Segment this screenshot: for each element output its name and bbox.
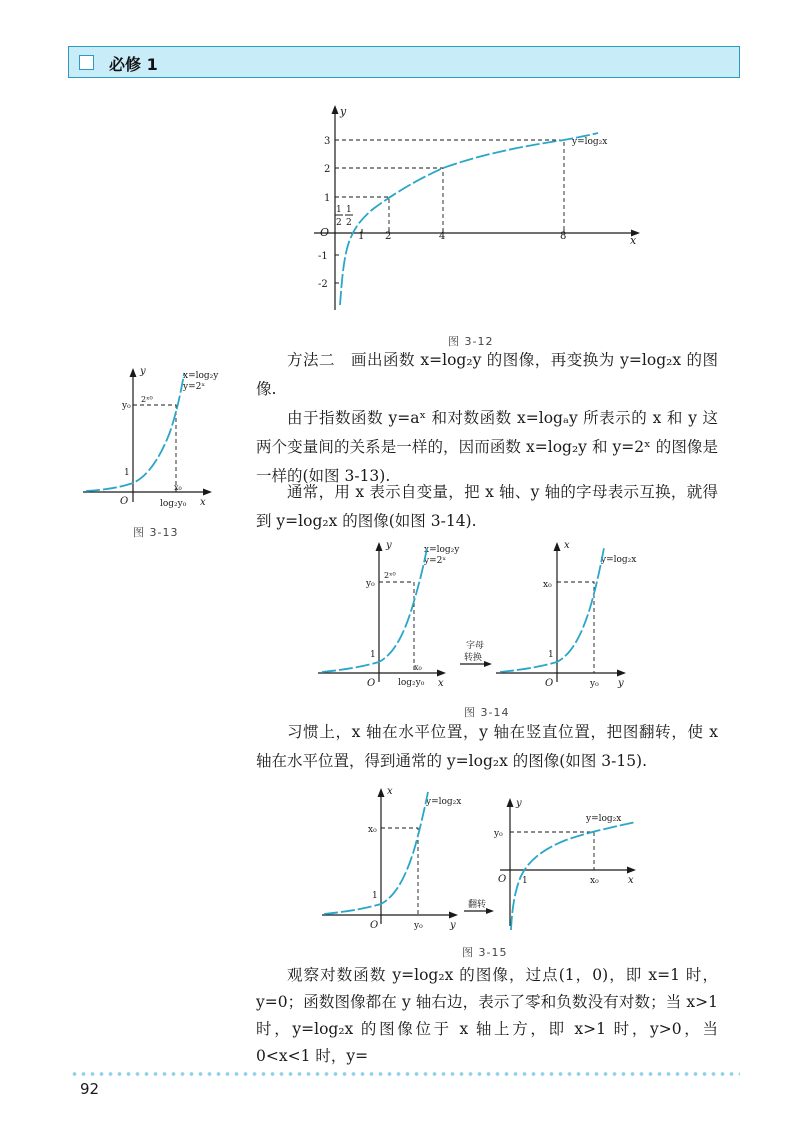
paragraph-swap-letters: 通常，用 x 表示自变量，把 x 轴、y 轴的字母表示互换，就得到 y=log₂x 的图像(如图 3-14). (256, 483, 718, 530)
paragraph-flip: 习惯上，x 轴在水平位置，y 轴在竖直位置，把图翻转，使 x 轴在水平位置，得到通常的 y=log₂x 的图像(如图 3-15). (256, 723, 718, 770)
log-curve (340, 133, 598, 305)
y0-label: y₀ (122, 401, 131, 411)
right-y-axis-arrow-icon (554, 542, 561, 551)
left-pow-label: 2ˣ⁰ (384, 571, 396, 580)
left-y0-label: y₀ (414, 921, 423, 931)
curve-label-1: x=log₂y (183, 371, 219, 381)
right-one-label: 1 (548, 650, 554, 660)
right-guide-lines (510, 832, 594, 870)
figure-3-13 (78, 362, 233, 512)
log-label: log₂y₀ (160, 499, 187, 509)
right-x-axis-arrow-icon (617, 670, 626, 677)
exp-curve (86, 374, 184, 491)
right-one-label: 1 (522, 876, 528, 886)
left-y-axis-label: y (386, 540, 392, 551)
y-axis-arrow-icon (332, 105, 339, 114)
figure-3-12-caption: 图 3-12 (448, 335, 494, 348)
right-origin-label: O (545, 678, 554, 689)
paragraph-exp-log-relation: 由于指数函数 y=aˣ 和对数函数 x=logₐy 所表示的 x 和 y 这两个变量间的关系是一样的，因而函数 x=log₂y 和 y=2ˣ 的图像是一样的(如图 3-13). (256, 409, 718, 485)
left-log-label: log₂y₀ (398, 678, 425, 688)
x-tick-2: 2 (385, 231, 392, 242)
right-y-axis-label: x (564, 540, 570, 551)
x-axis-label: x (200, 497, 206, 508)
y-axis-label: y (340, 105, 347, 118)
swap-label-1: 字母 (466, 641, 485, 651)
swap-arrow-icon (484, 661, 492, 667)
right-y0-label: y₀ (590, 679, 599, 689)
figure-3-14 (314, 536, 644, 696)
right-x0-label: x₀ (543, 580, 552, 590)
x-axis-arrow-icon (203, 489, 212, 496)
left-guide-lines (381, 828, 418, 915)
y-tick-neg2: -2 (318, 279, 328, 290)
left-y0-label: y₀ (366, 579, 375, 589)
y-tick-3: 3 (324, 136, 331, 147)
left-one-label: 1 (370, 650, 376, 660)
left-x-axis-arrow-icon (437, 670, 446, 677)
curve-label-2: y=2ˣ (183, 382, 206, 392)
left-x0-label: x₀ (368, 825, 377, 835)
pow-label: 2ˣ⁰ (141, 395, 153, 404)
right-x-axis-arrow-icon (627, 867, 636, 874)
right-y-axis-arrow-icon (507, 798, 514, 807)
x-tick-1: 1 (358, 231, 365, 242)
y-axis-label: y (140, 366, 146, 377)
page-number: 92 (80, 1080, 100, 1098)
figure-3-12 (300, 95, 660, 315)
paragraph-method-two: 方法二 画出函数 x=log₂y 的图像，再变换为 y=log₂x 的图像. (256, 351, 718, 398)
left-curve-label: y=log₂x (426, 797, 462, 807)
right-origin-label: O (498, 874, 507, 885)
flip-arrow-icon (486, 908, 494, 914)
frac-quarter-num: 1 (346, 205, 352, 215)
left-one-label: 1 (372, 891, 378, 901)
left-curve-label-1: x=log₂y (424, 545, 460, 555)
left-x0-label: x₀ (414, 663, 422, 672)
left-origin-label: O (367, 678, 376, 689)
left-y-axis-label: x (387, 786, 393, 797)
x-axis-label: x (630, 234, 637, 247)
right-y0-label: y₀ (494, 829, 503, 839)
left-x-axis-label: y (450, 920, 456, 931)
guide-lines (335, 140, 564, 233)
y-tick-1: 1 (324, 193, 331, 204)
one-label: 1 (124, 468, 130, 478)
frac-half-num: 1 (336, 205, 342, 215)
left-y-axis-arrow-icon (378, 788, 385, 797)
figure-3-13-caption: 图 3-13 (133, 526, 179, 539)
origin-label: O (320, 226, 330, 239)
right-x-axis-label: x (628, 875, 634, 886)
left-curve-label-2: y=2ˣ (424, 556, 447, 566)
chapter-header (68, 46, 740, 78)
right-y-axis-label: y (516, 798, 522, 809)
swap-label-2: 转换 (464, 653, 483, 663)
right-x0-label: x₀ (590, 876, 599, 886)
paragraph-observe: 观察对数函数 y=log₂x 的图像，过点(1，0)，即 x=1 时，y=0；函数图像都在 y 轴右边，表示了零和负数没有对数；当 x>1 时，y=log₂x 的图像位于 x 轴上方，即 x>1 时，y>0，当 0<x<1 时，y= (256, 966, 718, 1065)
flip-label: 翻转 (468, 900, 487, 910)
y-tick-neg1: -1 (318, 251, 328, 262)
x-tick-4: 4 (439, 231, 446, 242)
chapter-title: 必修 1 (109, 55, 158, 74)
header-square-icon (79, 55, 94, 70)
x0-label: x₀ (174, 483, 182, 492)
left-origin-label: O (370, 920, 379, 931)
frac-half-den: 2 (336, 218, 342, 228)
right-curve-label: y=log₂x (601, 555, 637, 565)
figure-3-14-caption: 图 3-14 (464, 706, 510, 719)
origin-label: O (120, 496, 129, 507)
right-log-curve (511, 822, 636, 930)
curve-label: y=log₂x (572, 137, 608, 147)
left-x-axis-label: x (438, 678, 444, 689)
frac-quarter-den: 2 (346, 218, 352, 228)
figure-3-15 (318, 784, 648, 934)
figure-3-15-caption: 图 3-15 (462, 946, 508, 959)
y-tick-2: 2 (324, 164, 331, 175)
left-x-axis-arrow-icon (449, 912, 458, 919)
right-x-axis-label: y (618, 678, 624, 689)
footer-dotted-line (70, 1072, 740, 1076)
right-curve-label: y=log₂x (586, 814, 622, 824)
x-tick-8: 8 (560, 231, 567, 242)
y-axis-arrow-icon (130, 368, 137, 377)
left-y-axis-arrow-icon (376, 542, 383, 551)
